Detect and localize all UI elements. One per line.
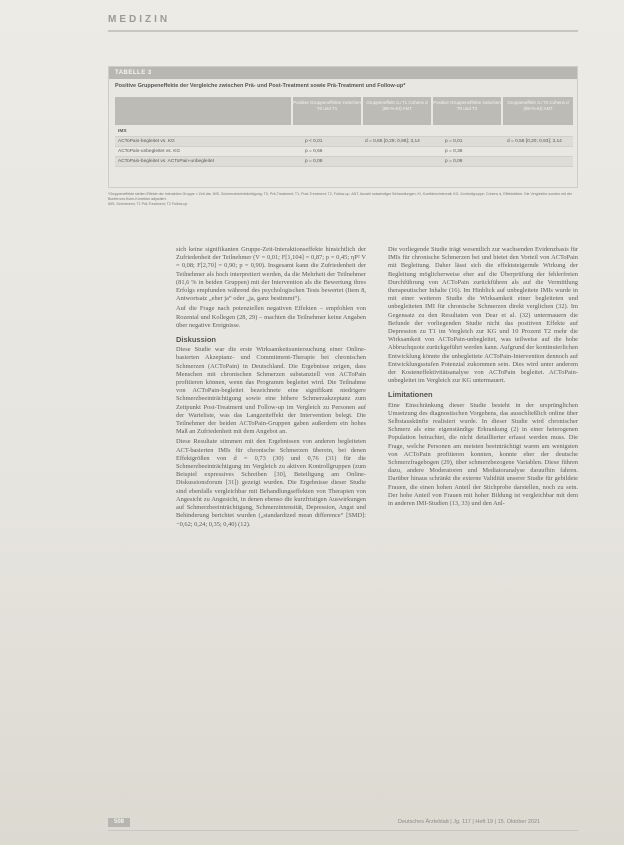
paragraph: Diese Resultate stimmen mit den Ergebnissen von anderen begleiteten ACT-basierten IMIs für chronische Schmerzen überein, bei denen Effektgrößen von d = 0,73 (30) und 0,76 (31) für die Schmerzbeeinträchtigung im Vergleich zu aktiven Kontrollgruppen (zum Beispiel expressives Schreiben [30], Beteiligung am Online-Diskussionsforum [31]) gezeigt wurden. Die Ergebnisse dieser Studie sind ebenfalls vergleichbar mit Behandlungseffekten von Therapien von Angesicht zu Angesicht, in denen ebenso die kurzfristigen Auswirkungen auf Schmerzbeeinträchtigung, Schmerzintensität, Depression, Angst und Behinderung berichtet wurden („standardized mean difference“ [SMD]: −0,62; 0,24; 0,35; 0,40) (12). bbox=[176, 438, 366, 528]
table-footnote bbox=[108, 192, 578, 207]
table-row bbox=[115, 157, 573, 167]
paragraph: Eine Einschränkung dieser Studie besteht in der ursprünglichen Umsetzung des diagnostischen Vorgehens, das ausschließlich online über Selbstauskünfte realisiert wurde. In dieser Studie wird chronischer Schmerz als eine eigenständige Erkrankung (2) in einer heterogenen Population betrachtet, die nicht detaillierter erfasst werden muss. Die Frage, welche Personen am meisten beeinträchtigt waren am wenigsten von ACToPain profitieren konnten, konnte eher der deutsche Schmerzfragebogen (29), über schmerzbezogene Variablen. Diese führen dazu, andere Moderatoren und Mediatoranalyse daraufhin fahren. Darüber hinaus schränkt die externe Validität unserer Studie für gebildete Frauen, die einen hohen Anteil der Stichprobe darstellen, noch zu sein. Der hohe Anteil von Frauen mit hoher Bildung ist vergleichbar mit dem in anderen IMI-Studien (13, 33) und den Anl- bbox=[388, 401, 578, 508]
table-group-row bbox=[115, 127, 573, 137]
row-cell: p = 0,08 bbox=[305, 159, 323, 164]
row-cell: p = 0,06 bbox=[445, 159, 463, 164]
table-header-cell: Positive Gruppeneffekte zwischen T0 und T1 bbox=[293, 97, 361, 125]
text-column-right bbox=[388, 246, 578, 510]
paragraph: Diese Studie war die erste Wirksamkeitsuntersuchung einer Online-basierten Akzeptanz- und Commitment-Therapie bei chronischen Schmerzen (ACToPain) in Deutschland. Die Ergebnisse zeigen, dass Menschen mit chronischen Schmerzen substanziell von ACToPain profitieren können, wenn das Programm begleitet wird. Die Teilnahme von ACToPain-begleitet bezeichnete eine signifikant niedrigere Schmerzbeeinträchtigung sowie eine höhere Schmerzakzeptanz zum Zeitpunkt Post-Treatment und Follow-up im Vergleich zu Personen auf der Warteliste, was das Langzeiteffekt der Intervention belegt. Die Teilnehmer der beiden ACToPain-Gruppen gaben außerdem ein hohes Maß an Zufriedenheit mit dem Angebot an. bbox=[176, 346, 366, 436]
paragraph: sich keine signifikanten Gruppe-Zeit-Interaktionseffekte hinsichtlich der Zufriedenheit der Teilnehmer (V = 0,01; F[1,104] = 0,87; p = 0,45; ηP² V = 0,08; F[2,70] = 0,90; p = 0,90). Insgesamt kann die Zufriedenheit der Teilnehmer als hoch interpretiert werden, da die Mehrheit der Teilnehmer (81,6 % in beiden Gruppen) mit der Intervention als die Bewertung ihres Erfolgs empfunden während des psychologischen Tests bewertet (Item 8, Antwortsatz „eher ja“ oder „ja, ganz bestimmt“). bbox=[176, 246, 366, 303]
footer-divider bbox=[108, 830, 578, 831]
section-heading-limitations: Limitationen bbox=[388, 390, 433, 400]
paragraph: Die vorliegende Studie trägt wesentlich zur wachsenden Evidenzbasis für IMIs für chronische Schmerzen bei und bietet den Vorteil von ACToPain mit Begleitung. Daher lässt sich die effektsteigernde Wirkung der Begleitung möglicherweise eher auf die Überprüfung der fehlerfreien Durchführung von ACToPain zurückführen als auf die Vermittlung therapeutischer Inhalte (16). Im Hinblick auf unbegleitete IMIs wurde in mit einer weiteren Studie die Wirksamkeit einer begleiteten und unbegleiteten IMI für chronische Schmerzen direkt verglichen (32). Im Gegensatz zu den Resultaten von Dear et al. (32) untermauern die Befunde der vorliegenden Studie nicht das positiven Effekte auf Depression zu T1 im Vergleich zur KG und 10 Prozent T2 mehr die Wirksamkeit von ACToPain-unbegleitet, was teilweise auf die hohe Abbruchquote zurückgeführt werden kann. Aufgrund der kontinuierlichen Entwicklung könnte die unbegleitete ACToPain-Intervention dennoch auf Entwicklungsstufen Potenzial zukommen sein. Dies wird unter anderem der Kosteneffektivitätsanalyse von ACToPain begleitet. ACToPain-unbegleitet im Vergleich zur KG untermauert. bbox=[388, 246, 578, 385]
section-heading-discussion: Diskussion bbox=[176, 335, 217, 345]
table-footnote-abbrev: IMS, Schmerzen; T1 Prä-Treatment; T2 Follow-up bbox=[108, 202, 188, 206]
table-header-cell bbox=[115, 97, 291, 125]
row-cell: p < 0,01 bbox=[305, 139, 323, 144]
row-label: ACToPain-begleitet vs. KG bbox=[118, 139, 175, 144]
table-title: Positive Gruppeneffekte der Vergleiche zwischen Prä- und Post-Treatment sowie Prä-Treatment und Follow-up* bbox=[115, 83, 406, 89]
header-divider bbox=[108, 30, 578, 32]
table-footnote-text: *Gruppeneffekte stellen Effekte der Interaktion Gruppe × Zeit dar. IMS, Schmerzbeeinträchtigung; T0, Prä-Treatment; T1, Post-Treatment; T2, Follow-up. ANT, Anzahl notwendiger Behandlungen; KI, Konfidenzintervall; KG, Kontrollgruppe; Cohens d, Effektstärke. Die Vergleiche wurden mit der Bonferroni-Holm-Korrektur adjustiert. bbox=[108, 192, 573, 201]
row-label: ACToPain-begleitet vs. ACToPain-unbegleitet bbox=[118, 159, 214, 164]
row-cell: p = 0,01 bbox=[445, 139, 463, 144]
row-cell: d = 0,66 [0,29; 0,98]; 3,14 bbox=[365, 139, 420, 144]
page-number: 508 bbox=[108, 818, 130, 827]
table-row bbox=[115, 137, 573, 147]
text-column-left bbox=[176, 246, 366, 531]
paragraph: Auf die Frage nach potenziellen negativen Effekten – empfohlen von Rozental und Kollegen (28, 29) – machten die Teilnehmer keine Angaben über negative Ereignisse. bbox=[176, 305, 366, 329]
row-cell: p = 0,36 bbox=[445, 149, 463, 154]
results-table bbox=[108, 66, 578, 188]
table-header-row bbox=[115, 97, 573, 125]
table-header-cell: Positive Gruppeneffekte zwischen T0 und T2 bbox=[433, 97, 501, 125]
table-label: TABELLE 3 bbox=[109, 67, 577, 79]
row-cell: d = 0,56 [0,20; 0,93]; 3,14 bbox=[507, 139, 562, 144]
journal-citation: Deutsches Ärzteblatt | Jg. 117 | Heft 19 | 15. Oktober 2021 bbox=[398, 819, 541, 825]
table-header-cell: Gruppeneffekt zu T1 Cohens d (95-%-KI) ANT bbox=[363, 97, 431, 125]
table-header-cell: Gruppeneffekt zu T2 Cohens d (95-%-KI) ANT bbox=[503, 97, 573, 125]
table-row bbox=[115, 147, 573, 157]
section-header: MEDIZIN bbox=[108, 14, 171, 25]
table-group-label: IMS bbox=[118, 129, 127, 134]
row-cell: p = 0,66 bbox=[305, 149, 323, 154]
row-label: ACToPain-unbegleitet vs. KG bbox=[118, 149, 181, 154]
